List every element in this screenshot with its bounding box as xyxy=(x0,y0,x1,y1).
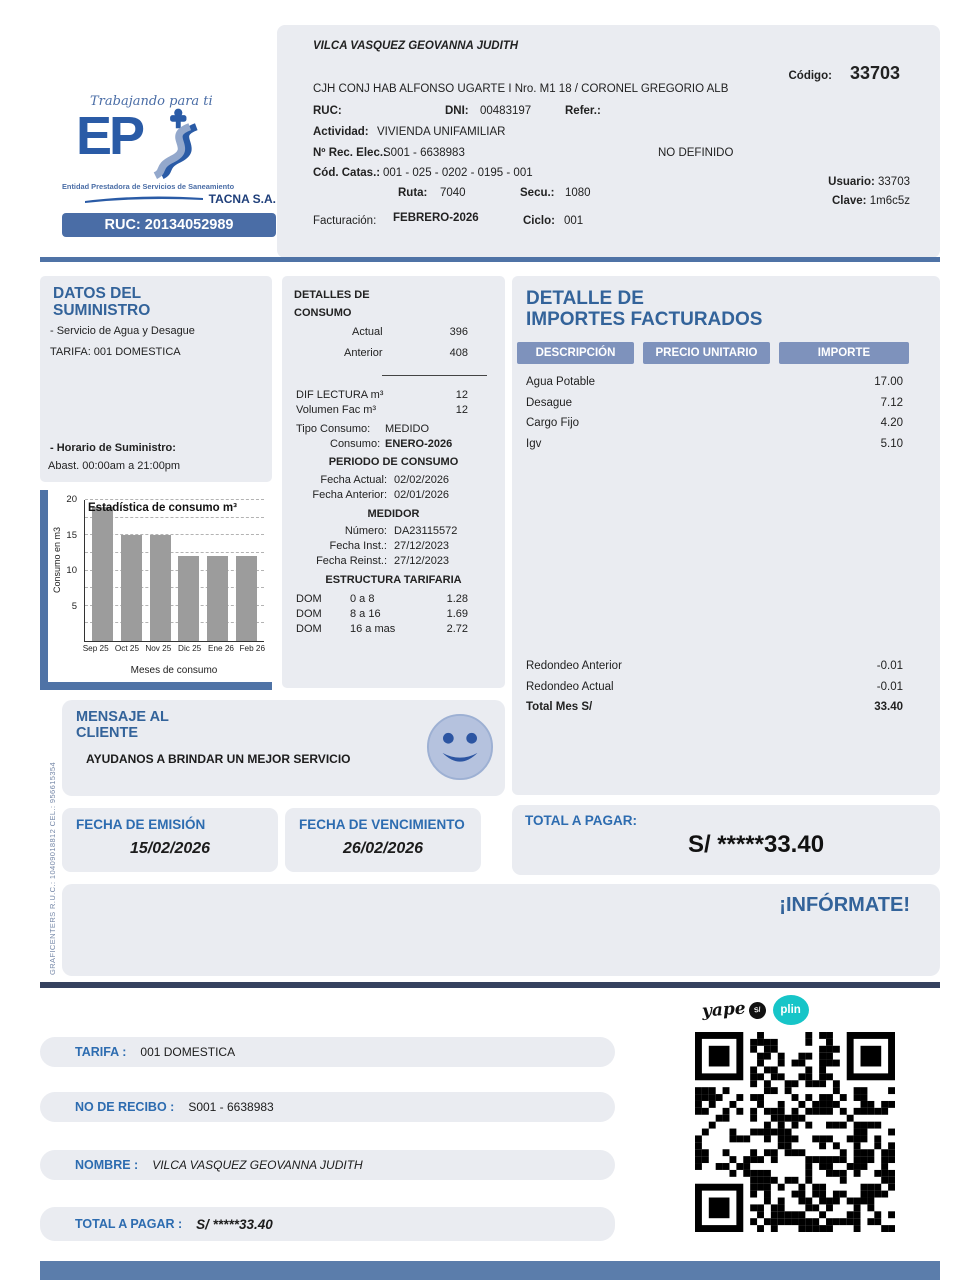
consumption-chart xyxy=(40,490,272,690)
stub-tarifa-row xyxy=(40,1037,615,1067)
tarifa-row-rango: 0 a 8 xyxy=(350,593,375,605)
stub-total-label: TOTAL A PAGAR : xyxy=(75,1217,183,1231)
mensaje-cliente-section xyxy=(62,700,505,796)
qr-code xyxy=(695,1032,895,1232)
catastro-value: 001 - 025 - 0202 - 0195 - 001 xyxy=(383,167,533,179)
tarifa-row-tipo: DOM xyxy=(296,623,322,635)
chart-xlabels xyxy=(80,644,268,653)
importes-summary xyxy=(512,656,940,718)
chart-bar xyxy=(92,507,113,641)
row-importe: 17.00 xyxy=(874,376,903,388)
yape-coin-icon: S/ xyxy=(748,1000,767,1019)
dif-lectura-label: DIF LECTURA m³ xyxy=(296,389,384,401)
fecha-reinst-value: 27/12/2023 xyxy=(394,555,450,567)
clave-label: Clave: xyxy=(831,195,867,207)
chart-ytick-label: 10 xyxy=(66,564,77,576)
chart-bottom-accent xyxy=(40,682,272,690)
logo-tagline: Trabajando para ti xyxy=(90,94,213,109)
header-divider xyxy=(40,257,940,262)
fecha-anterior-label: Fecha Anterior: xyxy=(312,489,387,501)
detalles-consumo-section xyxy=(282,276,505,688)
section-divider xyxy=(40,982,940,988)
total-mes-label: Total Mes S/ xyxy=(526,701,593,714)
actividad-value: VIVIENDA UNIFAMILIAR xyxy=(377,126,506,138)
row-desc: Cargo Fijo xyxy=(526,417,580,430)
chart-bar xyxy=(150,535,171,641)
redondeo-actual-label: Redondeo Actual xyxy=(526,680,614,693)
ruta-value: 7040 xyxy=(440,187,466,199)
mensaje-body: AYUDANOS A BRINDAR UN MEJOR SERVICIO xyxy=(86,752,351,766)
importes-facturados-section xyxy=(512,276,940,795)
medidor-title: MEDIDOR xyxy=(367,508,420,520)
row-desc: Desague xyxy=(526,396,573,409)
tarifa-line: TARIFA: 001 DOMESTICA xyxy=(50,346,181,358)
servicio-line: - Servicio de Agua y Desague xyxy=(50,325,195,337)
water-tap-s-icon xyxy=(142,107,208,184)
table-row xyxy=(512,413,940,434)
stub-nombre-label: NOMBRE : xyxy=(75,1158,139,1172)
fecha-vencimiento-box xyxy=(285,808,481,872)
dni-label: DNI: xyxy=(445,105,469,117)
table-row xyxy=(512,656,940,677)
tarifa-row-tipo: DOM xyxy=(296,593,322,605)
chart-bar xyxy=(121,535,142,641)
actividad-label: Actividad: xyxy=(313,126,369,138)
bottom-accent-bar xyxy=(40,1261,940,1280)
fecha-emision-value: 15/02/2026 xyxy=(129,840,211,857)
total-mes-row xyxy=(512,697,940,718)
tipo-consumo-label: Tipo Consumo: xyxy=(296,423,371,435)
chart-x-axis-label: Meses de consumo xyxy=(130,665,218,676)
chart-xtick-label: Dic 25 xyxy=(178,644,202,653)
column-descripcion: DESCRIPCIÓN xyxy=(517,342,634,364)
chart-bar xyxy=(236,556,257,641)
consumo-title-line1: DETALLES DE xyxy=(294,289,370,301)
ciclo-value: 001 xyxy=(564,215,584,227)
fecha-emision-box xyxy=(62,808,278,872)
table-row xyxy=(512,372,940,393)
chart-ytick-label: 20 xyxy=(66,493,77,505)
refer-label: Refer.: xyxy=(565,105,601,117)
chart-bar xyxy=(207,556,228,641)
chart-y-axis-label: Consumo en m3 xyxy=(52,526,62,593)
secu-label: Secu.: xyxy=(520,187,555,199)
fecha-actual-label: Fecha Actual: xyxy=(320,474,387,486)
tarifa-row-rango: 8 a 16 xyxy=(350,608,381,620)
chart-xtick-label: Sep 25 xyxy=(82,644,109,653)
customer-address: CJH CONJ HAB ALFONSO UGARTE I Nro. M1 18 / CORONEL GREGORIO ALB xyxy=(313,83,729,95)
chart-ytick-label: 15 xyxy=(66,529,77,541)
fecha-anterior-value: 02/01/2026 xyxy=(394,489,450,501)
anterior-label: Anterior xyxy=(344,347,383,359)
tarifa-row-precio: 1.69 xyxy=(446,608,468,620)
printer-credit: GRAFICENTERS R.U.C.: 10409018812 CEL.: 956615354 xyxy=(48,761,57,975)
stub-total-row xyxy=(40,1207,615,1241)
ruc-banner: RUC: 20134052989 xyxy=(62,213,276,237)
mensaje-title-line1: MENSAJE AL xyxy=(76,709,169,725)
usuario-field xyxy=(828,176,910,188)
chart-left-accent xyxy=(40,490,48,690)
clave-value: 1m6c5z xyxy=(869,195,910,207)
tarifa-row-precio: 1.28 xyxy=(446,593,468,605)
subtraction-line xyxy=(382,375,487,376)
informate-section xyxy=(62,884,940,976)
stub-nombre-row xyxy=(40,1150,615,1180)
anterior-value: 408 xyxy=(449,347,468,359)
tarifa-row-rango: 16 a mas xyxy=(350,623,396,635)
logo-subtitle: Entidad Prestadora de Servicios de Saneamiento xyxy=(62,182,235,191)
logo-mark xyxy=(62,107,276,184)
fecha-emision-label: FECHA DE EMISIÓN xyxy=(76,817,206,832)
periodo-title: PERIODO DE CONSUMO xyxy=(328,456,459,468)
fecha-inst-label: Fecha Inst.: xyxy=(329,540,387,552)
chart-xtick-label: Feb 26 xyxy=(239,644,266,653)
rec-elec-label: Nº Rec. Elec.: xyxy=(313,147,387,159)
importes-title xyxy=(526,288,762,330)
secu-value: 1080 xyxy=(565,187,591,199)
rec-elec-value: S001 - 6638983 xyxy=(383,147,465,159)
row-desc: Agua Potable xyxy=(526,376,596,388)
customer-header xyxy=(277,25,940,258)
datos-suministro-section xyxy=(40,276,272,482)
consumo-title-line2: CONSUMO xyxy=(294,306,352,319)
importes-rows xyxy=(512,372,940,454)
consumo-mes-label: Consumo: xyxy=(330,438,381,450)
stub-tarifa-label: TARIFA : xyxy=(75,1045,127,1059)
column-importe: IMPORTE xyxy=(779,342,909,364)
stub-recibo-value: S001 - 6638983 xyxy=(188,1100,274,1114)
column-precio-unitario: PRECIO UNITARIO xyxy=(643,342,770,364)
table-row xyxy=(512,393,940,414)
row-desc: Igv xyxy=(526,437,542,450)
fecha-reinst-label: Fecha Reinst.: xyxy=(316,555,387,567)
volumen-value: 12 xyxy=(455,404,468,416)
informate-text: ¡INFÓRMATE! xyxy=(779,894,910,916)
usuario-label: Usuario: xyxy=(828,176,875,188)
payment-logos xyxy=(702,995,809,1025)
horario-value: Abast. 00:00am a 21:00pm xyxy=(48,460,181,472)
importes-title-line2: IMPORTES FACTURADOS xyxy=(526,309,763,330)
importes-table-header xyxy=(517,342,909,364)
row-importe: 7.12 xyxy=(880,396,903,409)
chart-bars xyxy=(85,500,264,641)
chart-bar xyxy=(178,556,199,641)
catastro-label: Cód. Catas.: xyxy=(313,167,381,179)
table-row xyxy=(512,434,940,455)
usuario-value: 33703 xyxy=(878,176,910,188)
eps-logo xyxy=(62,94,276,237)
consumo-title xyxy=(294,286,370,321)
codigo-value: 33703 xyxy=(849,63,900,83)
stub-recibo-label: NO DE RECIBO : xyxy=(75,1100,175,1114)
stub-tarifa-value: 001 DOMESTICA xyxy=(140,1045,236,1059)
chart-ytick-label: 5 xyxy=(71,600,77,612)
volumen-label: Volumen Fac m³ xyxy=(296,404,377,416)
chart-xtick-label: Ene 26 xyxy=(208,644,234,653)
mensaje-title-line2: CLIENTE xyxy=(76,725,139,741)
redondeo-actual-value: -0.01 xyxy=(876,680,903,693)
swoosh-icon xyxy=(85,194,205,204)
codigo-field xyxy=(789,63,901,84)
table-row xyxy=(512,677,940,698)
redondeo-anterior-value: -0.01 xyxy=(876,660,903,672)
tarifa-row-tipo: DOM xyxy=(296,608,322,620)
datos-title: DATOS DEL SUMINISTRO xyxy=(53,285,151,319)
yape-logo xyxy=(702,1000,766,1020)
chart-plot xyxy=(84,500,264,642)
fecha-vencimiento-value: 26/02/2026 xyxy=(342,840,424,857)
facturacion-label: Facturación: xyxy=(313,215,377,227)
total-a-pagar-box xyxy=(512,805,940,875)
facturacion-value: FEBRERO-2026 xyxy=(393,212,479,224)
row-importe: 4.20 xyxy=(880,417,903,430)
horario-label: - Horario de Suministro: xyxy=(50,442,176,454)
customer-name: VILCA VASQUEZ GEOVANNA JUDITH xyxy=(313,40,519,52)
total-a-pagar-value: S/ *****33.40 xyxy=(687,831,825,858)
actual-value: 396 xyxy=(449,326,468,338)
stub-total-value: S/ *****33.40 xyxy=(196,1216,273,1232)
smiley-face-icon xyxy=(426,713,494,786)
fecha-actual-value: 02/02/2026 xyxy=(394,474,450,486)
mensaje-title xyxy=(76,709,169,741)
fecha-vencimiento-label: FECHA DE VENCIMIENTO xyxy=(299,817,465,832)
consumo-mes-value: ENERO-2026 xyxy=(385,438,453,450)
total-mes-value: 33.40 xyxy=(874,701,903,714)
logo-initials: EP xyxy=(76,106,143,166)
estructura-title: ESTRUCTURA TARIFARIA xyxy=(325,574,462,586)
actual-label: Actual xyxy=(352,326,383,338)
codigo-label: Código: xyxy=(788,70,832,82)
chart-xtick-label: Oct 25 xyxy=(114,644,140,653)
chart-xtick-label: Nov 25 xyxy=(145,644,172,653)
total-a-pagar-label: TOTAL A PAGAR: xyxy=(525,813,637,828)
redondeo-anterior-label: Redondeo Anterior xyxy=(526,660,622,672)
no-definido: NO DEFINIDO xyxy=(658,147,734,159)
chart-yticks xyxy=(50,493,81,642)
row-importe: 5.10 xyxy=(880,437,903,450)
dni-value: 00483197 xyxy=(480,105,532,117)
dif-lectura-value: 12 xyxy=(455,389,468,401)
medidor-numero-label: Número: xyxy=(344,525,387,537)
ciclo-label: Ciclo: xyxy=(523,215,555,227)
fecha-inst-value: 27/12/2023 xyxy=(394,540,450,552)
medidor-numero-value: DA23115572 xyxy=(394,525,458,537)
chart-area xyxy=(50,490,272,680)
ruc-label: RUC: xyxy=(313,105,342,117)
clave-field xyxy=(832,195,910,207)
stub-nombre-value: VILCA VASQUEZ GEOVANNA JUDITH xyxy=(152,1158,363,1172)
stub-recibo-row xyxy=(40,1092,615,1122)
tipo-consumo-value: MEDIDO xyxy=(385,423,429,435)
ruta-label: Ruta: xyxy=(398,187,428,199)
logo-company: TACNA S.A. xyxy=(208,192,276,206)
tarifa-row-precio: 2.72 xyxy=(446,623,468,635)
yape-wordmark: yape xyxy=(701,998,747,1022)
plin-logo: plin xyxy=(773,995,809,1025)
chart-title: Estadística de consumo m³ xyxy=(88,502,237,514)
importes-title-line1: DETALLE DE xyxy=(526,288,644,309)
